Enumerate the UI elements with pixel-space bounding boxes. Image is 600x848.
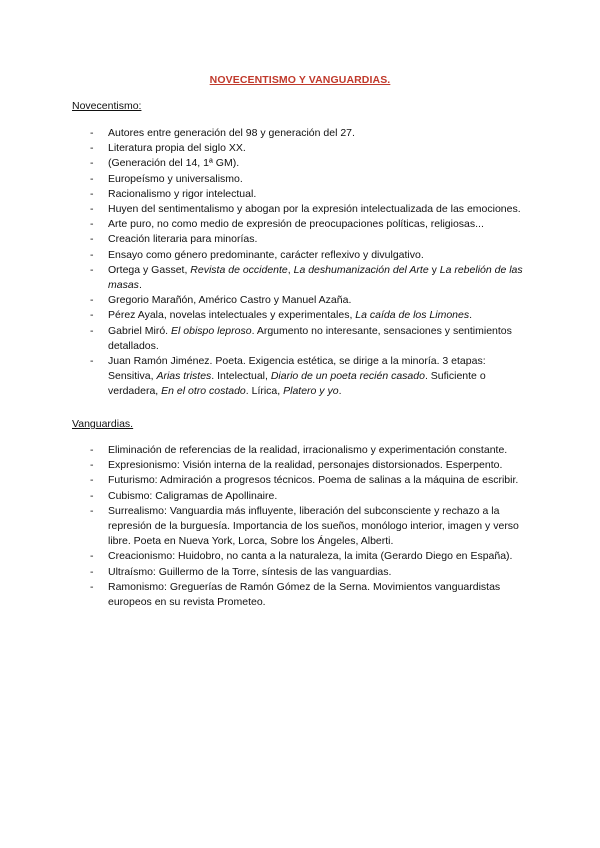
item-text: Gabriel Miró. (108, 324, 172, 337)
section-heading-vanguardias: Vanguardias. (72, 418, 134, 430)
list-item (72, 232, 532, 247)
vanguardias-list (72, 443, 532, 610)
list-item (72, 126, 532, 141)
bullet-dash: - (90, 474, 94, 487)
item-text: . (338, 385, 342, 398)
item-text: Huyen del sentimentalismo y abogan por la expresión intelectualizada de las emociones. (108, 203, 521, 216)
item-text: Ramonismo: Greguerías de Ramón Gómez de la Serna. Movimientos vanguardistas europeos en su revista Prometeo. (108, 580, 501, 609)
italic-title-text: Revista de occidente (190, 263, 288, 276)
list-item (72, 443, 532, 458)
novecentismo-list (72, 126, 532, 400)
italic-title-text: Platero y yo (283, 385, 339, 398)
bullet-dash: - (90, 309, 94, 322)
italic-title-text: La deshumanización del Arte (293, 263, 429, 276)
italic-title-text: La rebelión de las masas (108, 263, 523, 292)
item-text: Arte puro, no como medio de expresión de preocupaciones políticas, religiosas... (108, 218, 484, 231)
list-item (72, 308, 532, 323)
item-text: Pérez Ayala, novelas intelectuales y experimentales, (108, 309, 356, 322)
bullet-dash: - (90, 459, 94, 472)
italic-title-text: En el otro costado (161, 385, 246, 398)
list-item (72, 324, 532, 354)
bullet-dash: - (90, 127, 94, 139)
list-item (72, 217, 532, 232)
list-item (72, 141, 532, 156)
list-item (72, 156, 532, 171)
item-text: . Argumento no interesante, sensaciones y sentimientos detallados. (108, 324, 512, 352)
bullet-dash: - (90, 355, 94, 368)
section-heading-novecentismo: Novecentismo: (72, 100, 142, 112)
list-item (72, 473, 532, 488)
list-item (72, 172, 532, 187)
list-item (72, 263, 532, 293)
item-text: Expresionismo: Visión interna de la realidad, personajes distorsionados. Esperpento. (108, 459, 503, 472)
italic-title-text: El obispo leproso (171, 324, 252, 337)
list-item (72, 458, 532, 473)
bullet-dash: - (90, 203, 94, 216)
item-text: . Lírica, (245, 385, 284, 398)
list-item (72, 580, 532, 610)
item-text: Cubismo: Caligramas de Apollinaire. (108, 489, 278, 502)
list-item (72, 489, 532, 504)
item-text: Ultraísmo: Guillermo de la Torre, síntesis de las vanguardias. (108, 565, 392, 578)
bullet-dash: - (90, 565, 94, 578)
item-text: Creación literaria para minorías. (108, 233, 258, 246)
bullet-dash: - (90, 263, 94, 276)
bullet-dash: - (90, 444, 94, 456)
bullet-dash: - (90, 550, 94, 563)
item-text: . Intelectual, (211, 370, 271, 383)
bullet-dash: - (90, 233, 94, 246)
list-item (72, 354, 532, 400)
list-item (72, 293, 532, 308)
bullet-dash: - (90, 187, 94, 200)
bullet-dash: - (90, 580, 94, 593)
item-text: Futurismo: Admiración a progresos técnicos. Poema de salinas a la máquina de escribir. (108, 474, 519, 487)
list-item (72, 504, 532, 550)
item-text: Gregorio Marañón, Américo Castro y Manuel Azaña. (108, 294, 352, 307)
bullet-dash: - (90, 324, 94, 337)
item-text: Racionalismo y rigor intelectual. (108, 187, 257, 200)
item-text: Literatura propia del siglo XX. (108, 142, 246, 155)
bullet-dash: - (90, 172, 94, 185)
item-text: Juan Ramón Jiménez. Poeta. Exigencia estética, se dirige a la minoría. 3 etapas: Sensitiva, (108, 355, 486, 383)
list-item (72, 187, 532, 202)
italic-title-text: Diario de un poeta recién casado (270, 370, 425, 383)
item-text: Autores entre generación del 98 y generación del 27. (108, 127, 355, 139)
item-text: Ortega y Gasset, (108, 263, 191, 276)
item-text: (Generación del 14, 1ª GM). (108, 157, 240, 170)
item-text: Europeísmo y universalismo. (108, 172, 243, 185)
item-text: y (428, 263, 440, 276)
page-title: NOVECENTISMO Y VANGUARDIAS. (209, 74, 391, 86)
list-item (72, 202, 532, 217)
item-text: , (287, 263, 294, 276)
item-text: . (138, 279, 142, 292)
item-text: Ensayo como género predominante, carácter reflexivo y divulgativo. (108, 248, 424, 261)
italic-title-text: Arias tristes (156, 370, 212, 383)
list-item (72, 248, 532, 263)
bullet-dash: - (90, 157, 94, 170)
item-text: Surrealismo: Vanguardia más influyente, liberación del subconsciente y rechazo a la represión de la burguesía. Importancia de los sueños, monólogo interior, imagen y verso libre. Poeta en Nueva York, Lorca, Sobre los Ángeles, Alberti. (108, 504, 519, 548)
item-text: Eliminación de referencias de la realidad, irracionalismo y experimentación constante. (108, 444, 508, 456)
bullet-dash: - (90, 218, 94, 231)
bullet-dash: - (90, 294, 94, 307)
bullet-dash: - (90, 142, 94, 155)
item-text: . (469, 309, 473, 322)
bullet-dash: - (90, 248, 94, 261)
list-item (72, 549, 532, 564)
italic-title-text: La caída de los Limones (355, 309, 470, 322)
list-item (72, 565, 532, 580)
item-text: Creacionismo: Huidobro, no canta a la naturaleza, la imita (Gerardo Diego en España). (108, 550, 513, 563)
item-text: . Suficiente o verdadera, (108, 370, 486, 398)
bullet-dash: - (90, 504, 94, 517)
bullet-dash: - (90, 489, 94, 502)
